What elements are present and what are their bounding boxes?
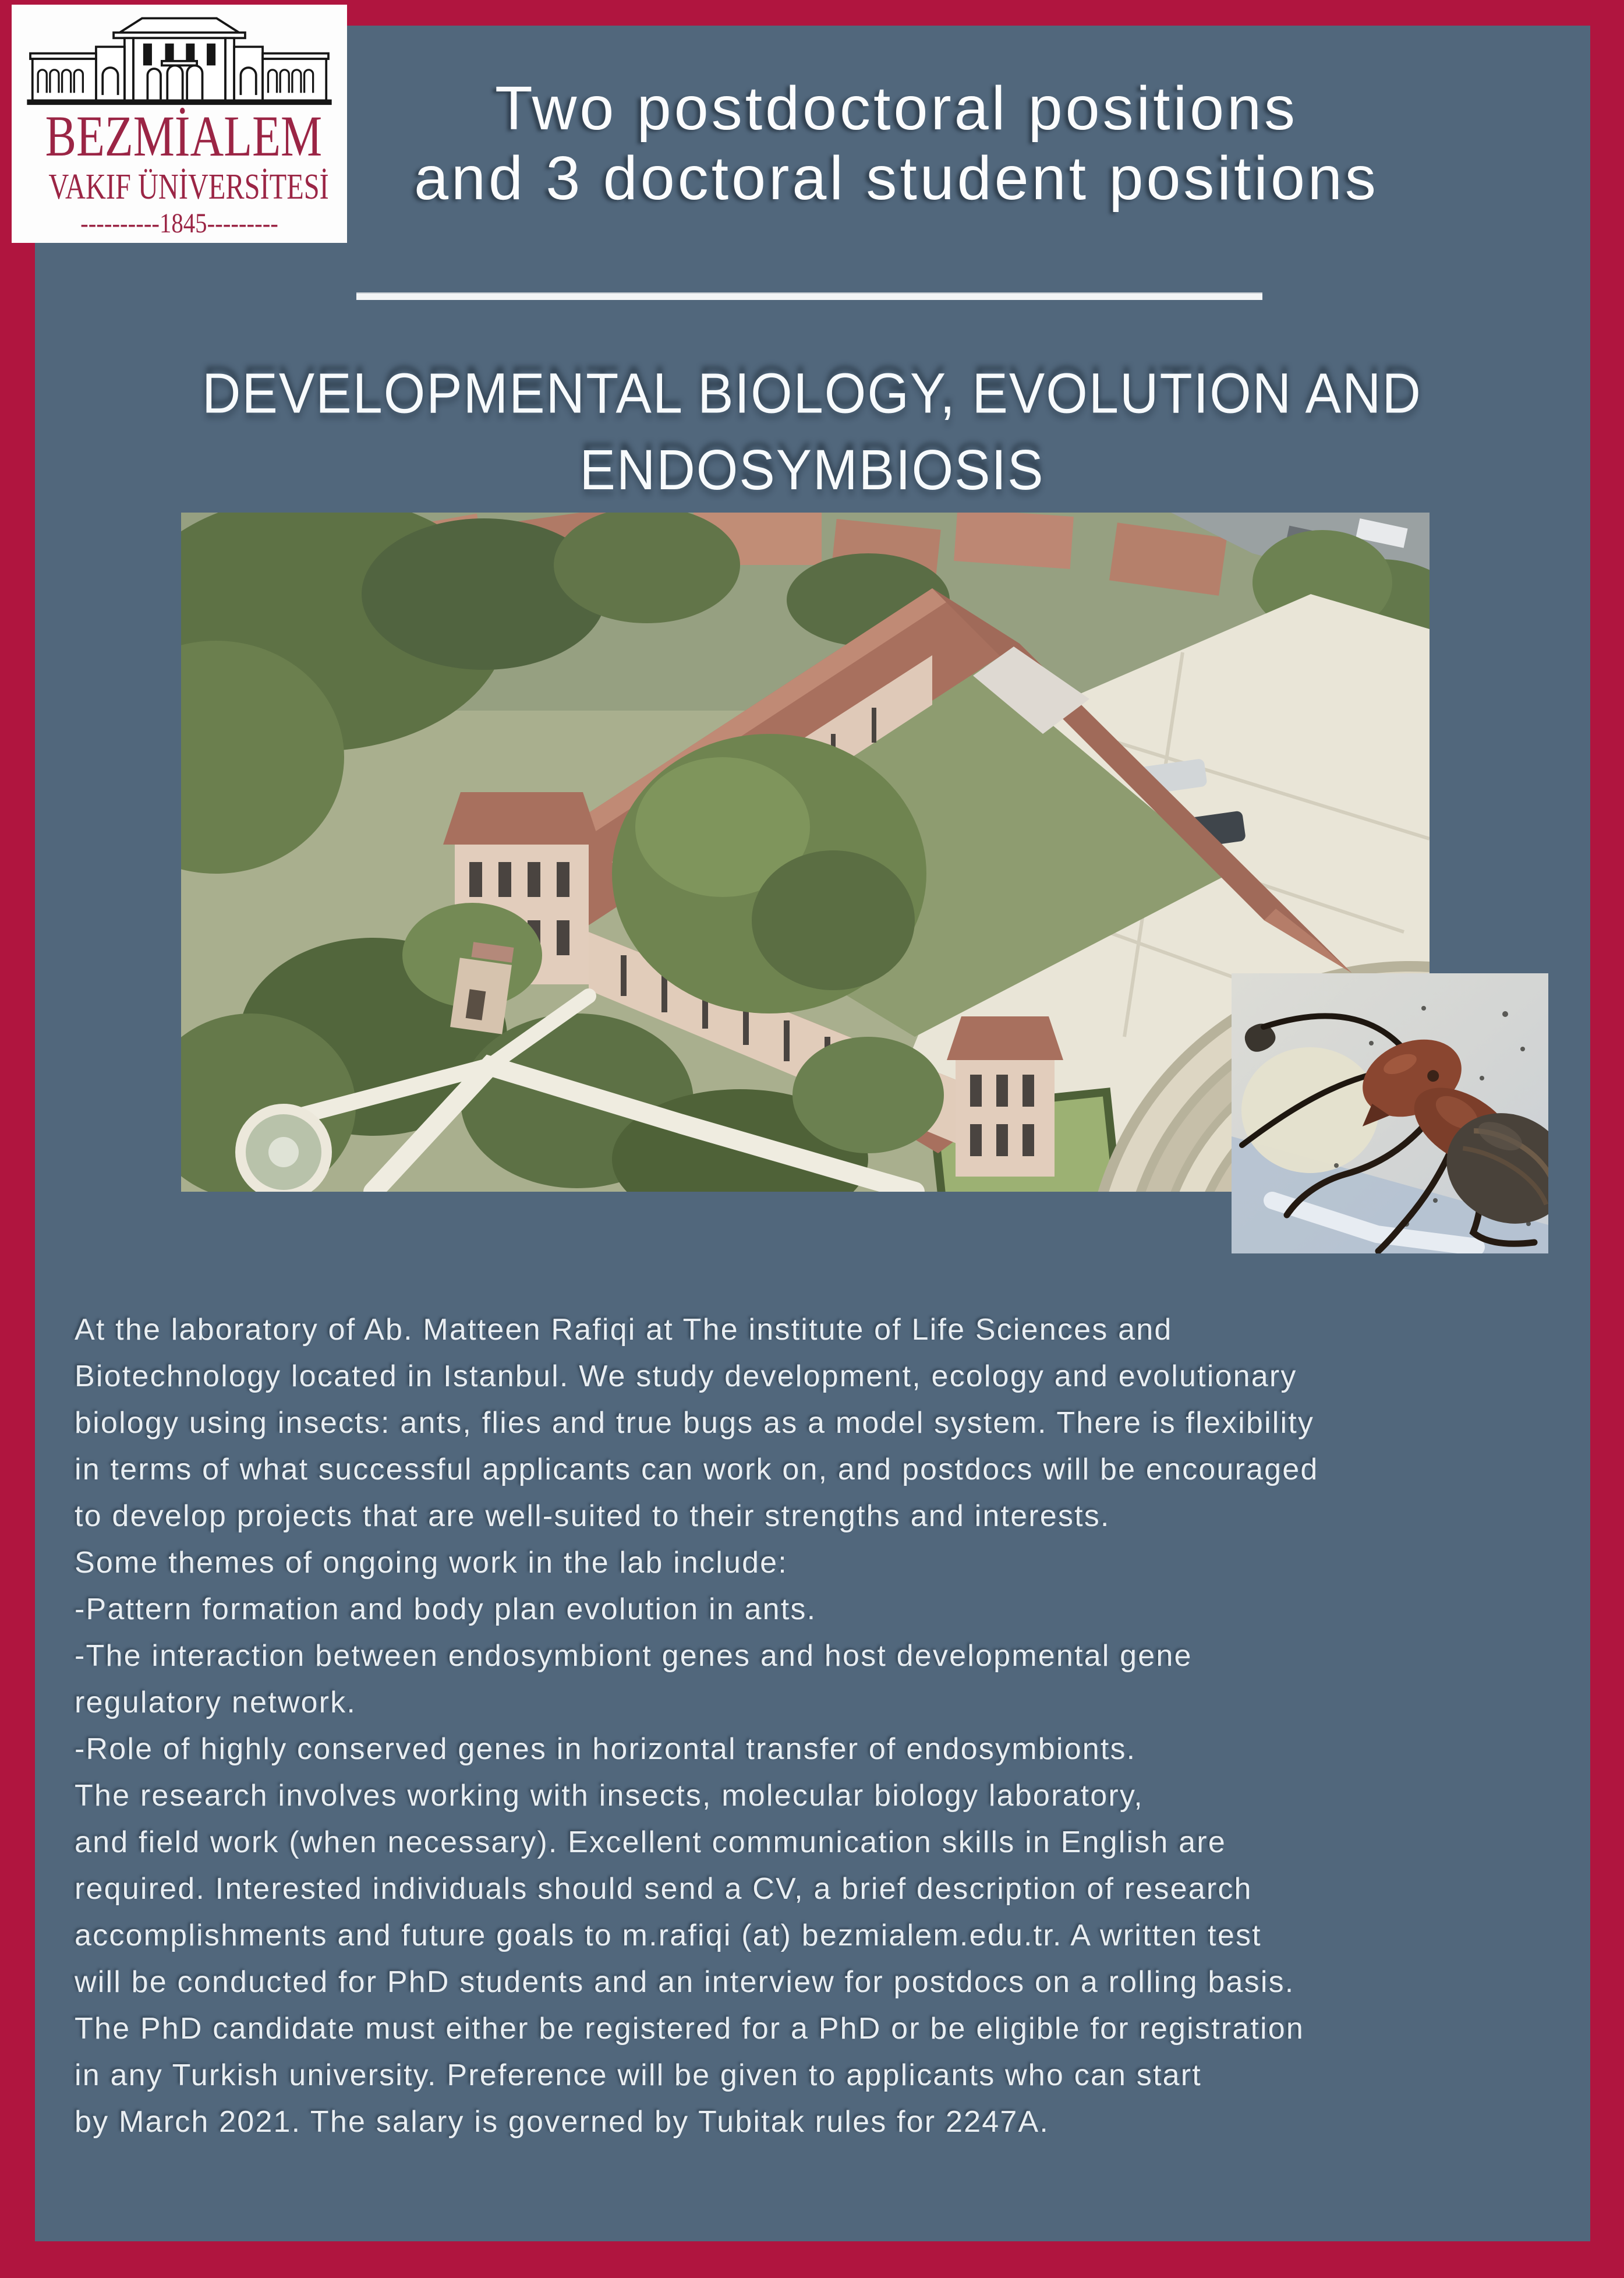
- body-line: required. Interested individuals should send a CV, a brief description of research: [75, 1872, 1253, 1906]
- founding-year: ----------1845---------: [80, 208, 278, 239]
- university-logo: [12, 5, 347, 243]
- body-line: by March 2021. The salary is governed by Tubitak rules for 2247A.: [75, 2105, 1049, 2139]
- body-line: will be conducted for PhD students and an interview for postdocs on a rolling basis.: [75, 1965, 1295, 1999]
- section-heading-line2: ENDOSYMBIOSIS: [579, 439, 1045, 502]
- body-line: The research involves working with insects, molecular biology laboratory,: [75, 1779, 1144, 1813]
- university-name: BEZMİALEM: [45, 104, 323, 168]
- poster-title-line1: Two postdoctoral positions: [494, 74, 1299, 143]
- body-line: Some themes of ongoing work in the lab include:: [75, 1546, 788, 1580]
- fountain: [240, 1109, 327, 1192]
- ant-larva: [1241, 1047, 1379, 1173]
- body-line: -Pattern formation and body plan evolution in ants.: [75, 1592, 817, 1626]
- body-paragraph: [75, 1306, 1554, 2145]
- body-line: Biotechnology located in Istanbul. We study development, ecology and evolutionary: [75, 1359, 1297, 1393]
- body-line: in any Turkish university. Preference will be given to applicants who can start: [75, 2058, 1202, 2092]
- body-line: and field work (when necessary). Excellent communication skills in English are: [75, 1825, 1226, 1859]
- body-line: accomplishments and future goals to m.rafiqi (at) bezmialem.edu.tr. A written test: [75, 1919, 1262, 1952]
- body-line: to develop projects that are well-suited to their strengths and interests.: [75, 1499, 1110, 1533]
- section-heading-line1: DEVELOPMENTAL BIOLOGY, EVOLUTION AND: [202, 362, 1422, 425]
- body-line: in terms of what successful applicants can work on, and postdocs will be encouraged: [75, 1453, 1319, 1486]
- body-line: -The interaction between endosymbiont genes and host developmental gene: [75, 1639, 1193, 1673]
- ant-photo: [1232, 973, 1548, 1253]
- university-building-icon: [22, 13, 337, 106]
- body-line: The PhD candidate must either be registered for a PhD or be eligible for registration: [75, 2012, 1305, 2046]
- university-type: VAKIF ÜNİVERSİTESİ: [48, 167, 329, 207]
- body-line: At the laboratory of Ab. Matteen Rafiqi at The institute of Life Sciences and: [75, 1313, 1173, 1347]
- separator-line: [356, 292, 1262, 300]
- section-heading: [0, 355, 1624, 508]
- body-line: -Role of highly conserved genes in horizontal transfer of endosymbionts.: [75, 1732, 1137, 1766]
- body-line: biology using insects: ants, flies and true bugs as a model system. There is flexibility: [75, 1406, 1315, 1440]
- body-line: regulatory network.: [75, 1686, 357, 1719]
- poster-title-line2: and 3 doctoral student positions: [414, 144, 1379, 213]
